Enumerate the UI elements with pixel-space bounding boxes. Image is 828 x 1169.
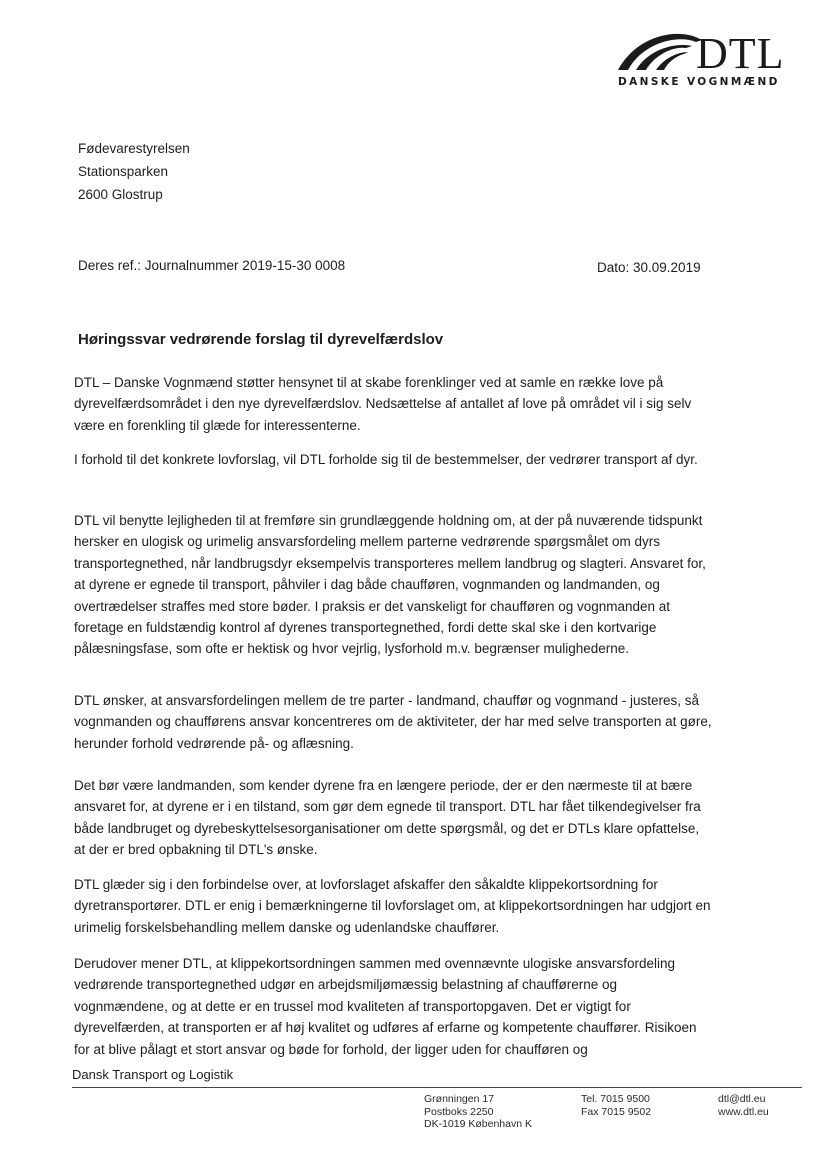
footer-fax: Fax 7015 9502 bbox=[581, 1105, 652, 1118]
footer-address-street: Grønningen 17 bbox=[424, 1093, 495, 1105]
footer-address-city: DK-1019 København K bbox=[424, 1118, 532, 1130]
dtl-swoosh-icon bbox=[616, 30, 706, 72]
footer-email-link[interactable]: dtl@dtl.eu bbox=[718, 1093, 766, 1105]
footer-website-link[interactable]: www.dtl.eu bbox=[718, 1105, 769, 1118]
footer-divider bbox=[72, 1087, 802, 1088]
body-paragraph: DTL vil benytte lejligheden til at fremføre sin grundlæggende holdning om, at der på nuværende tidspunkt hersker en ulogisk og urimelig ansvarsfordeling mellem parterne vedrørende spørgsmålet om dyrs transportegnethed, når landbrugsdyr eksempelvis transporteres mellem landbrug og slagteri. Ansvaret for, at dyrene er egnede til transport, påhviler i dag både chaufføren, vognmanden og landmanden, og overtrædelser straffes med store bøder. I praksis er det vanskeligt for chaufføren og vognmanden at foretage en fuldstændig kontrol af dyrenes transportegnethed, fordi dette skal ske i den kortvarige pålæsningsfase, som ofte er hektisk og hvor vejrlig, lysforhold m.v. begrænser mulighederne. bbox=[74, 513, 706, 657]
body-paragraph: Det bør være landmanden, som kender dyrene fra en længere periode, der er den nærmeste til at bære ansvaret for, at dyrene er i en tilstand, som gør dem egnede til transport. DTL har fået tilkendegivelser fra både landbruget og dyrebeskyttelsesorganisationer om dette spørgsmål, og det er DTLs klare opfattelse, at der er bred opbakning til DTL's ønske. bbox=[74, 778, 701, 858]
footer-phone bbox=[581, 1093, 651, 1118]
body-paragraph: DTL ønsker, at ansvarsfordelingen mellem de tre parter - landmand, chauffør og vognmand - justeres, så vognmanden og chaufførens ansvar koncentreres om de aktiviteter, der har med selve transporten at gøre, herunder forhold vedrørende på- og aflæsning. bbox=[74, 693, 712, 751]
body-paragraph: I forhold til det konkrete lovforslag, vil DTL forholde sig til de bestemmelser, der vedrører transport af dyr. bbox=[74, 452, 698, 467]
footer-address bbox=[424, 1093, 532, 1131]
logo-text: DTL bbox=[696, 29, 785, 78]
body-paragraph: DTL – Danske Vognmænd støtter hensynet til at skabe forenklinger ved at samle en række love på dyrevelfærdsområdet i den nye dyrevelfærdslov. Nedsættelse af antallet af love på området vil i sig selv være en forenkling til glæde for interessenterne. bbox=[74, 375, 692, 433]
reference-line: Deres ref.: Journalnummer 2019-15-30 0008 bbox=[78, 258, 346, 273]
recipient-city: 2600 Glostrup bbox=[78, 187, 163, 202]
footer-address-pobox: Postboks 2250 bbox=[424, 1105, 494, 1118]
body-paragraph: Derudover mener DTL, at klippekortsordningen sammen med ovennævnte ulogiske ansvarsfordeling vedrørende transportegnethed udgør en arbejdsmiljømæssig belastning af chaufførerne og vognmændene, og at dette er en trussel mod kvaliteten af transportopgaven. Det er vigtigt for dyrevelfærden, at transporten er af høj kvalitet og udføres af erfarne og kompetente chauffører. Risikoen for at blive pålagt et stort ansvar og bøde for forhold, der ligger uden for chaufføren og bbox=[74, 956, 697, 1057]
dtl-logo bbox=[610, 22, 800, 92]
recipient-address bbox=[78, 137, 190, 206]
recipient-street: Stationsparken bbox=[78, 164, 169, 179]
body-paragraph: DTL glæder sig i den forbindelse over, at lovforslaget afskaffer den såkaldte klippekortsordning for dyretransportører. DTL er enig i bemærkningerne til lovforslaget om, at klippekortsordningen har udgjort en urimelig forskelsbehandling mellem danske og udenlandske chauffører. bbox=[74, 877, 711, 935]
footer-web bbox=[718, 1093, 769, 1118]
letter-subject: Høringssvar vedrørende forslag til dyrevelfærdslov bbox=[78, 331, 444, 348]
footer-tel: Tel. 7015 9500 bbox=[581, 1093, 650, 1105]
logo-subtext: DANSKE VOGNMÆND bbox=[618, 76, 780, 88]
recipient-name: Fødevarestyrelsen bbox=[78, 141, 190, 156]
letter-date: Dato: 30.09.2019 bbox=[597, 260, 701, 275]
footer-company-name: Dansk Transport og Logistik bbox=[72, 1067, 234, 1082]
